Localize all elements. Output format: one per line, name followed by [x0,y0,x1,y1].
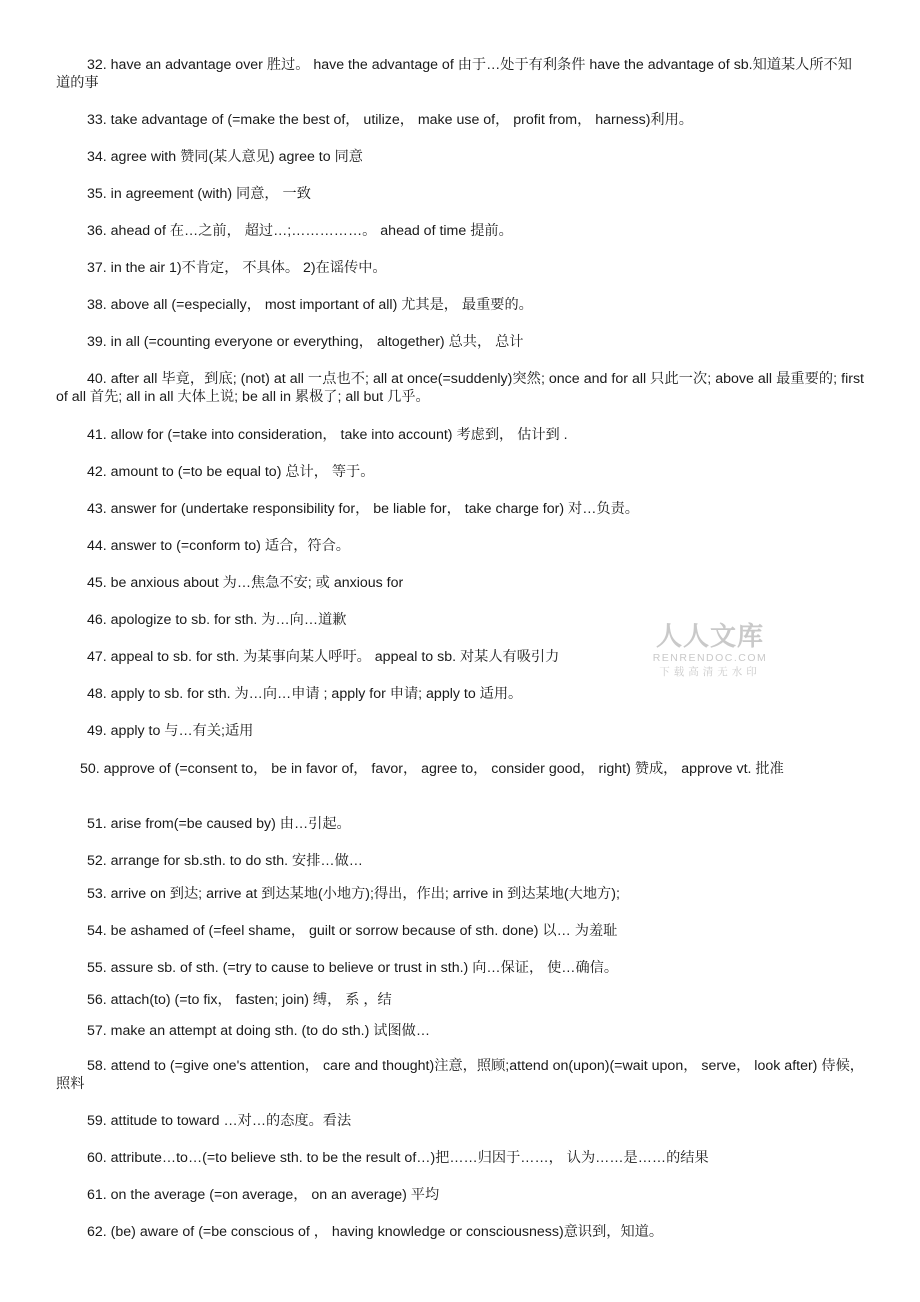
entry-35: 35. in agreement (with) 同意， 一致 [87,186,311,202]
entry-39: 39. in all (=counting everyone or everything， altogether) 总共， 总计 [87,334,524,350]
entry-44: 44. answer to (=conform to) 适合，符合。 [87,538,350,554]
watermark-tagline: 下载高清无水印 [659,666,761,678]
entry-45: 45. be anxious about 为…焦急不安; 或 anxious for [87,575,404,591]
entry-57: 57. make an attempt at doing sth. (to do sth.) 试图做… [87,1023,431,1039]
watermark-logo [645,622,775,679]
entry-55: 55. assure sb. of sth. (=try to cause to believe or trust in sth.) 向…保证， 使…确信。 [87,960,619,976]
entry-34: 34. agree with 赞同(某人意见) agree to 同意 [87,149,363,165]
entry-46: 46. apologize to sb. for sth. 为…向…道歉 [87,612,347,628]
entry-42: 42. amount to (=to be equal to) 总计， 等于。 [87,464,375,480]
entry-58: 58. attend to (=give one's attention， care and thought)注意，照顾;attend on(upon)(=wait upon， serve， look after) 侍候，照料 [56,1058,864,1092]
entry-60: 60. attribute…to…(=to believe sth. to be the result of…)把……归因于……， 认为……是……的结果 [87,1150,709,1166]
watermark-title: 人人文库 [655,622,764,652]
entry-32: 32. have an advantage over 胜过。 have the advantage of 由于…处于有利条件 have the advantage of sb.知道某人所不知道的事 [56,57,852,91]
entry-59: 59. attitude to toward …对…的态度。看法 [87,1113,352,1129]
entry-51: 51. arise from(=be caused by) 由…引起。 [87,816,351,832]
entry-52: 52. arrange for sb.sth. to do sth. 安排…做… [87,853,363,869]
entry-53: 53. arrive on 到达; arrive at 到达某地(小地方);得出，作出; arrive in 到达某地(大地方); [87,886,620,902]
entry-36: 36. ahead of 在…之前， 超过…;……………。 ahead of time 提前。 [87,223,513,239]
entry-61: 61. on the average (=on average， on an average) 平均 [87,1187,440,1203]
entry-62: 62. (be) aware of (=be conscious of ， having knowledge or consciousness)意识到，知道。 [87,1224,664,1240]
entry-40: 40. after all 毕竟，到底; (not) at all 一点也不; all at once(=suddenly)突然; once and for all 只此一次; above all 最重要的; first of all 首先; all in all 大体上说; be all in 累极了; all but 几乎。 [56,371,864,405]
entry-50: 50. approve of (=consent to， be in favor of， favor， agree to， consider good， right) 赞成， approve vt. 批准 [80,761,784,777]
entry-48: 48. apply to sb. for sth. 为…向…申请 ; apply for 申请; apply to 适用。 [87,686,523,702]
entry-37: 37. in the air 1)不肯定， 不具体。 2)在谣传中。 [87,260,387,276]
entry-43: 43. answer for (undertake responsibility for， be liable for， take charge for) 对…负责。 [87,501,639,517]
entry-47: 47. appeal to sb. for sth. 为某事向某人呼吁。 appeal to sb. 对某人有吸引力 [87,649,560,665]
watermark-domain: RENRENDOC.COM [652,652,768,664]
entry-54: 54. be ashamed of (=feel shame， guilt or sorrow because of sth. done) 以… 为羞耻 [87,923,618,939]
entry-49: 49. apply to 与…有关;适用 [87,723,254,739]
entry-56: 56. attach(to) (=to fix， fasten; join) 缚， 系 ，结 [87,992,392,1008]
entry-33: 33. take advantage of (=make the best of， utilize， make use of， profit from， harness)利用。 [87,112,693,128]
entry-41: 41. allow for (=take into consideration， take into account) 考虑到， 估计到 . [87,427,568,443]
entry-38: 38. above all (=especially， most important of all) 尤其是， 最重要的。 [87,297,533,313]
